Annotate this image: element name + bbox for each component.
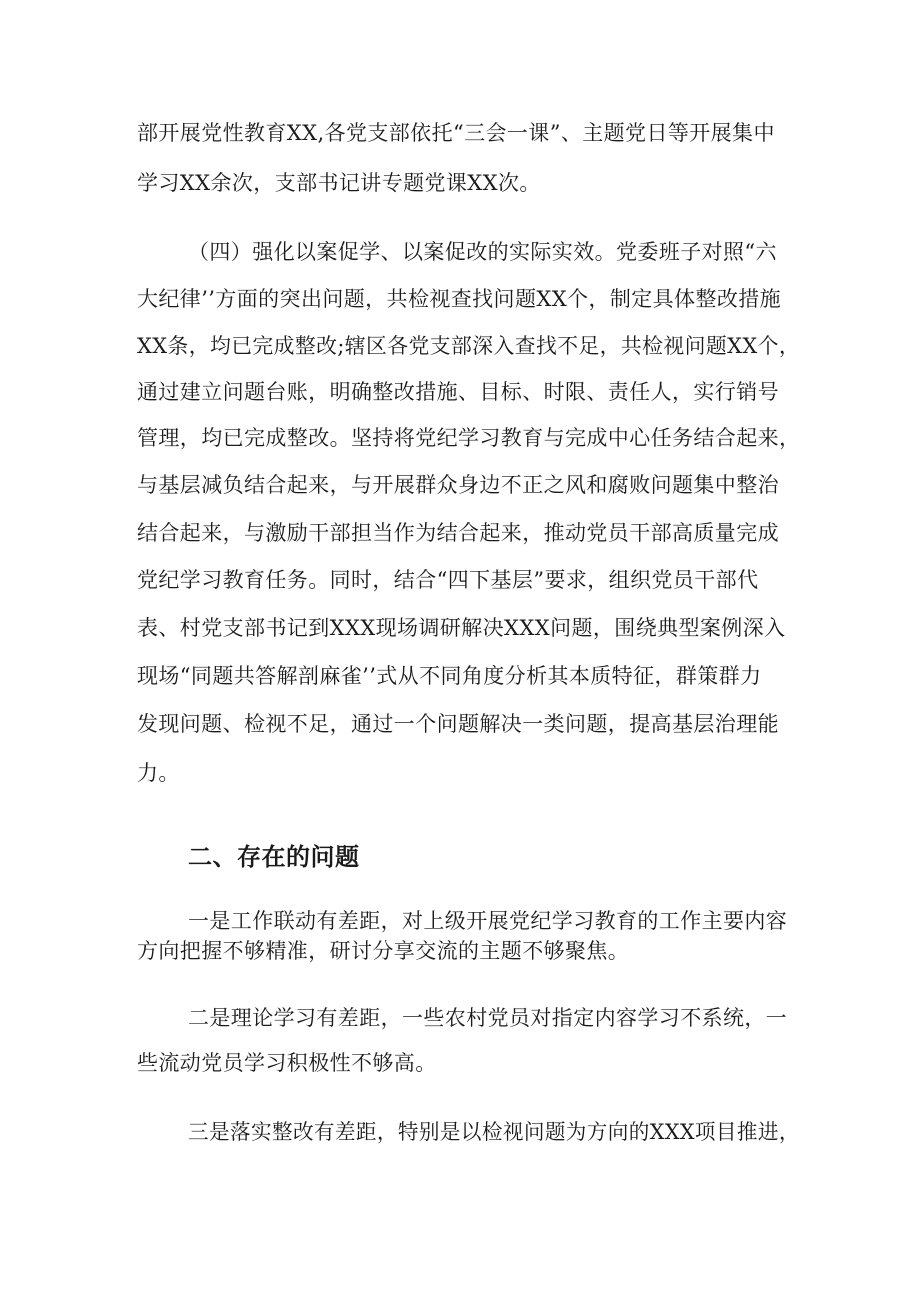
- text-line: XX条，均已完成整改;辖区各党支部深入查找不足，共检视问题XX个，: [137, 334, 801, 358]
- text-line: 些流动党员学习积极性不够高。: [137, 1051, 437, 1075]
- text-line: 现场“同题共答解剖麻雀’’式从不同角度分析其本质特征，群策群力: [137, 664, 762, 688]
- text-line: 一是工作联动有差距，对上级开展党纪学习教育的工作主要内容: [188, 909, 788, 933]
- text-line: 结合起来，与激励干部担当作为结合起来，推动党员干部高质量完成: [137, 521, 779, 545]
- text-line: 通过建立问题台账，明确整改措施、目标、时限、责任人，实行销号: [137, 380, 779, 404]
- text-line: 部开展党性教育XX,各党支部依托“三会一课”、主题党日等开展集中: [137, 121, 775, 145]
- text-line: 党纪学习教育任务。同时，结合“四下基层”要求，组织党员干部代: [137, 568, 759, 592]
- text-line: 二是理论学习有差距，一些农村党员对指定内容学习不系统，一: [188, 1006, 788, 1030]
- text-line: 学习XX余次，支部书记讲专题党课XX次。: [137, 171, 541, 195]
- text-line: 发现问题、检视不足，通过一个问题解决一类问题，提高基层治理能: [137, 712, 779, 736]
- section-heading: 二、存在的问题: [188, 842, 360, 871]
- text-line: 与基层减负结合起来，与开展群众身边不正之风和腐败问题集中整治: [137, 473, 779, 497]
- text-line: 管理，均已完成整改。坚持将党纪学习教育与完成中心任务结合起来，: [137, 426, 801, 450]
- text-line: 力。: [137, 761, 180, 785]
- text-line: （四）强化以案促学、以案促改的实际实效。党委班子对照“六: [188, 240, 777, 264]
- text-line: 方向把握不够精准，研讨分享交流的主题不够聚焦。: [137, 939, 630, 963]
- text-line: 三是落实整改有差距，特别是以检视问题为方向的XXX项目推进，: [188, 1120, 800, 1144]
- text-line: 表、村党支部书记到XXX现场调研解决XXX问题，围绕典型案例深入: [137, 616, 786, 640]
- text-line: 大纪律’’方面的突出问题，共检视查找问题XX个，制定具体整改措施: [137, 287, 782, 311]
